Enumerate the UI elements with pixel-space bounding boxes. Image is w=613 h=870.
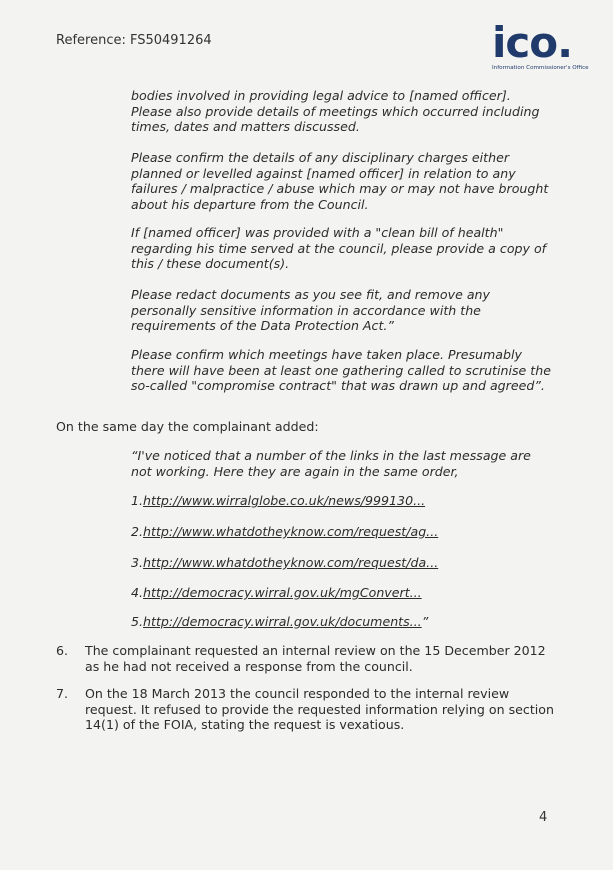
link-url[interactable]: http://www.wirralglobe.co.uk/news/999130... [143, 493, 426, 508]
quote-paragraph: Please confirm which meetings have taken place. Presumably there will have been at least one gathering called to scrutinise the so-called "compromise contract" that was drawn up and agreed”. [131, 347, 551, 394]
logo-mark: ico. [492, 18, 573, 67]
paragraph-text: On the 18 March 2013 the council responded to the internal review request. It refused to provide the requested information relying on section 14(1) of the FOIA, stating the request is vexatious. [85, 686, 554, 733]
link-item: 3.http://www.whatdotheyknow.com/request/da... [131, 555, 439, 570]
ico-logo [492, 18, 589, 71]
link-url[interactable]: http://www.whatdotheyknow.com/request/da... [143, 555, 439, 570]
reference-number: Reference: FS50491264 [56, 33, 212, 48]
link-url[interactable]: http://democracy.wirral.gov.uk/documents... [143, 614, 422, 629]
logo-subtitle: Information Commissioner's Office [492, 65, 589, 71]
quote-paragraph: If [named officer] was provided with a "clean bill of health" regarding his time served at the council, please provide a copy of this / these document(s). [131, 225, 547, 272]
link-item: 2.http://www.whatdotheyknow.com/request/ag... [131, 524, 439, 539]
link-item: 4.http://democracy.wirral.gov.uk/mgConvert... [131, 585, 422, 600]
quote-paragraph: Please redact documents as you see fit, and remove any personally sensitive information in accordance with the requirements of the Data Protection Act.” [131, 287, 490, 334]
link-item: 1.http://www.wirralglobe.co.uk/news/999130... [131, 493, 426, 508]
intro-line: On the same day the complainant added: [56, 419, 319, 434]
paragraph-text: The complainant requested an internal review on the 15 December 2012 as he had not received a response from the council. [85, 643, 546, 674]
paragraph-number: 7. [56, 686, 69, 701]
added-quote: “I've noticed that a number of the links in the last message are not working. Here they are again in the same order, [131, 448, 531, 479]
link-url[interactable]: http://www.whatdotheyknow.com/request/ag... [143, 524, 439, 539]
quote-paragraph: Please confirm the details of any disciplinary charges either planned or levelled against [named officer] in relation to any failures / malpractice / abuse which may or may not have brought about his departure from the Council. [131, 150, 549, 212]
quote-paragraph: bodies involved in providing legal advice to [named officer]. Please also provide details of meetings which occurred including times, dates and matters discussed. [131, 88, 540, 135]
page-number: 4 [539, 810, 548, 825]
paragraph-number: 6. [56, 643, 69, 658]
link-url[interactable]: http://democracy.wirral.gov.uk/mgConvert... [143, 585, 422, 600]
link-item: 5.http://democracy.wirral.gov.uk/documents...” [131, 614, 429, 629]
